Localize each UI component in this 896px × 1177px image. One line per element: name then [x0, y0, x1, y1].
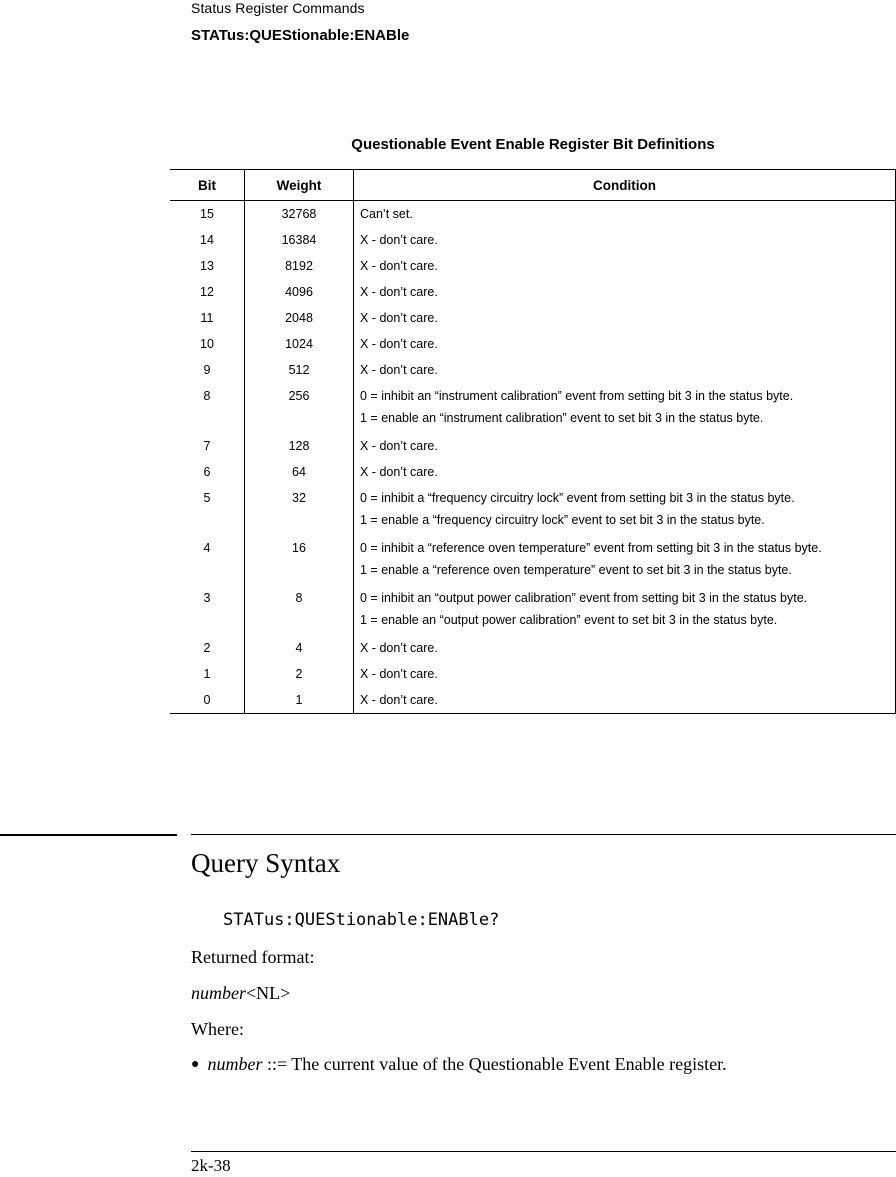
cell-bit: 12	[170, 279, 245, 305]
cell-condition	[354, 535, 896, 585]
cell-condition	[354, 201, 896, 228]
cell-weight: 32	[245, 485, 354, 535]
section-title: Query Syntax	[191, 848, 341, 878]
returned-format-value	[191, 983, 290, 1004]
table-row	[170, 201, 896, 228]
definition-bullet	[191, 1054, 727, 1075]
cell-weight: 1024	[245, 331, 354, 357]
condition-line: X - don’t care.	[360, 259, 438, 273]
table-row	[170, 383, 896, 433]
cell-condition	[354, 279, 896, 305]
cell-condition	[354, 253, 896, 279]
cell-weight: 4096	[245, 279, 354, 305]
condition-line: 0 = inhibit an “output power calibration” event from setting bit 3 in the status byte.	[360, 591, 808, 605]
cell-bit: 15	[170, 201, 245, 228]
condition-line: X - don’t care.	[360, 641, 438, 655]
where-label: Where:	[191, 1019, 244, 1039]
cell-bit: 7	[170, 433, 245, 459]
cell-condition	[354, 305, 896, 331]
cell-condition	[354, 331, 896, 357]
condition-line: X - don’t care.	[360, 337, 438, 351]
condition-line: 0 = inhibit an “instrument calibration” event from setting bit 3 in the status byte.	[360, 389, 794, 403]
table-row	[170, 331, 896, 357]
cell-weight: 16	[245, 535, 354, 585]
cell-condition	[354, 433, 896, 459]
bullet-icon: ●	[191, 1057, 200, 1072]
bullet-param: number	[207, 1054, 263, 1074]
cell-weight: 32768	[245, 201, 354, 228]
condition-line: X - don’t care.	[360, 285, 438, 299]
cell-condition	[354, 227, 896, 253]
cell-bit: 5	[170, 485, 245, 535]
running-header-command: STATus:QUEStionable:ENABle	[191, 27, 410, 44]
table-header-row	[170, 170, 896, 201]
condition-line: 0 = inhibit a “frequency circuitry lock” event from setting bit 3 in the status byte.	[360, 491, 795, 505]
condition-line: 0 = inhibit a “reference oven temperature” event from setting bit 3 in the status byte.	[360, 541, 822, 555]
cell-condition	[354, 357, 896, 383]
condition-line: 1 = enable an “output power calibration” event to set bit 3 in the status byte.	[360, 613, 778, 627]
table-row	[170, 635, 896, 661]
running-header-section: Status Register Commands	[191, 0, 365, 16]
query-syntax: STATus:QUEStionable:ENABle?	[223, 910, 500, 930]
cell-weight: 16384	[245, 227, 354, 253]
returned-param: number	[191, 983, 246, 1003]
cell-weight: 256	[245, 383, 354, 433]
cell-weight: 512	[245, 357, 354, 383]
column-header-bit: Bit	[170, 170, 245, 201]
returned-suffix: <NL>	[246, 983, 291, 1003]
column-header-condition: Condition	[354, 170, 896, 201]
cell-condition	[354, 635, 896, 661]
cell-bit: 14	[170, 227, 245, 253]
cell-bit: 1	[170, 661, 245, 687]
cell-condition	[354, 383, 896, 433]
condition-line: Can’t set.	[360, 207, 413, 221]
table-row	[170, 305, 896, 331]
column-header-weight: Weight	[245, 170, 354, 201]
table-row	[170, 661, 896, 687]
returned-format-label: Returned format:	[191, 947, 315, 967]
condition-line: 1 = enable a “frequency circuitry lock” event to set bit 3 in the status byte.	[360, 513, 765, 527]
cell-bit: 2	[170, 635, 245, 661]
cell-weight: 8192	[245, 253, 354, 279]
cell-weight: 2048	[245, 305, 354, 331]
table-row	[170, 357, 896, 383]
cell-bit: 0	[170, 687, 245, 714]
table-row	[170, 585, 896, 635]
condition-line: X - don’t care.	[360, 311, 438, 325]
table-row	[170, 253, 896, 279]
cell-condition	[354, 585, 896, 635]
table-row	[170, 485, 896, 535]
cell-weight: 128	[245, 433, 354, 459]
bit-definitions-table	[170, 169, 896, 714]
cell-bit: 13	[170, 253, 245, 279]
page-number: 2k-38	[191, 1156, 231, 1175]
condition-line: X - don’t care.	[360, 693, 438, 707]
section-rule-left	[0, 834, 177, 836]
table-row	[170, 279, 896, 305]
condition-line: X - don’t care.	[360, 465, 438, 479]
table-row	[170, 433, 896, 459]
condition-line: X - don’t care.	[360, 363, 438, 377]
cell-bit: 3	[170, 585, 245, 635]
cell-weight: 2	[245, 661, 354, 687]
cell-condition	[354, 459, 896, 485]
bullet-text: ::= The current value of the Questionable Event Enable register.	[262, 1054, 727, 1074]
cell-condition	[354, 485, 896, 535]
table-title: Questionable Event Enable Register Bit Definitions	[351, 136, 715, 153]
cell-bit: 11	[170, 305, 245, 331]
cell-bit: 6	[170, 459, 245, 485]
condition-line: X - don’t care.	[360, 439, 438, 453]
table-row	[170, 459, 896, 485]
cell-bit: 9	[170, 357, 245, 383]
table-row	[170, 535, 896, 585]
cell-weight: 1	[245, 687, 354, 714]
cell-weight: 64	[245, 459, 354, 485]
table-body	[170, 201, 896, 714]
cell-bit: 10	[170, 331, 245, 357]
footer-rule	[191, 1151, 896, 1152]
table-row	[170, 687, 896, 714]
condition-line: X - don’t care.	[360, 233, 438, 247]
cell-weight: 8	[245, 585, 354, 635]
cell-bit: 8	[170, 383, 245, 433]
cell-condition	[354, 661, 896, 687]
condition-line: 1 = enable a “reference oven temperature” event to set bit 3 in the status byte.	[360, 563, 792, 577]
cell-bit: 4	[170, 535, 245, 585]
condition-line: 1 = enable an “instrument calibration” event to set bit 3 in the status byte.	[360, 411, 764, 425]
cell-condition	[354, 687, 896, 714]
cell-weight: 4	[245, 635, 354, 661]
condition-line: X - don’t care.	[360, 667, 438, 681]
table-row	[170, 227, 896, 253]
section-rule-right	[191, 834, 896, 835]
